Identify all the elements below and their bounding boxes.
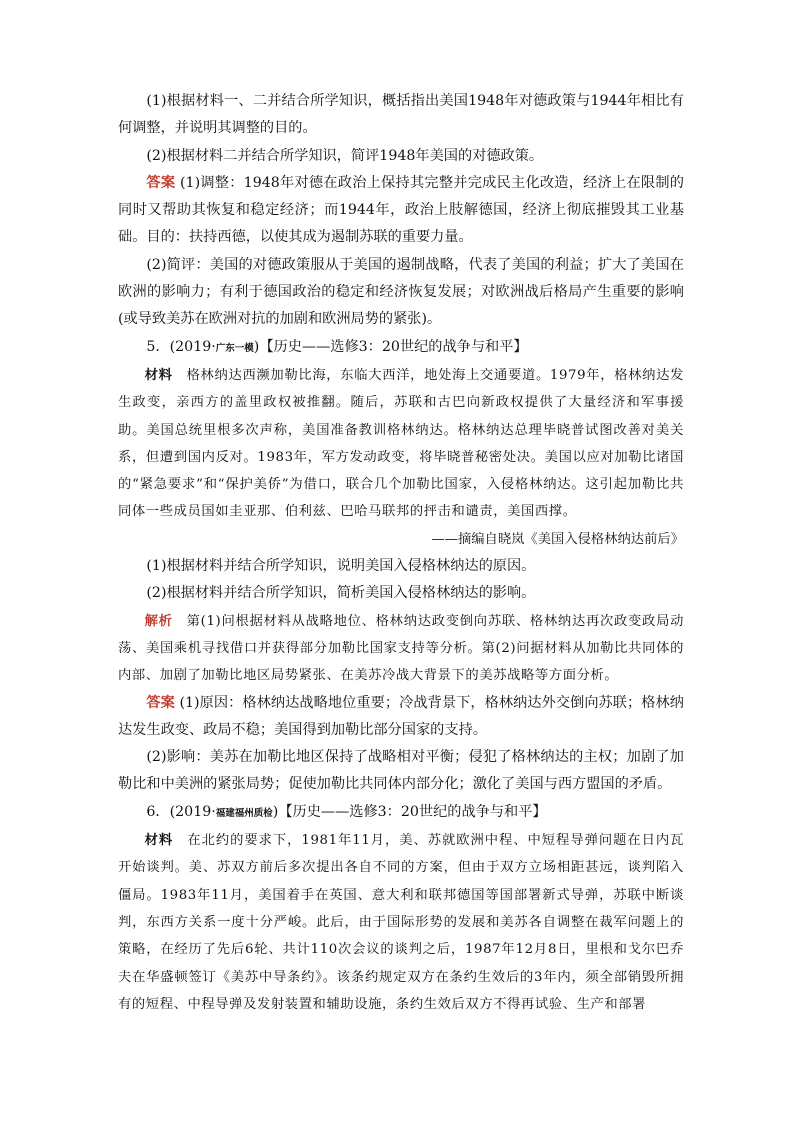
answer-5-part-1 <box>118 690 684 745</box>
material-label: 材料 <box>144 833 174 849</box>
question-5-header <box>118 334 684 362</box>
question-2: (2)根据材料二并结合所学知识，简评1948年美国的对德政策。 <box>146 147 544 164</box>
question-6-number: 6．(2019· <box>146 803 216 820</box>
answer-5-text-1: (1)原因：格林纳达战略地位重要；冷战背景下，格林纳达外交倒向苏联；格林纳达发生政变、政局不稳；美国得到加勒比部分国家的支持。 <box>118 694 684 738</box>
answer-4-text-1: (1)调整：1948年对德在政治上保持其完整并完成民主化改造，经济上在限制的同时又帮助其恢复和稳定经济；而1944年，政治上肢解德国，经济上彻底摧毁其工业基础。目的：扶持西德，以使其成为遏制苏联的重要力量。 <box>118 174 684 246</box>
question-6-material-text: 在北约的要求下，1981年11月，美、苏就欧洲中程、中短程导弹问题在日内瓦开始谈判。美、苏双方前后多次提出各自不同的方案，但由于双方立场相距甚远，谈判陷入僵局。1983年11月，美国着手在英国、意大利和联邦德国等国部署新式导弹，苏联中断谈判，东西方关系一度十分严峻。此后，由于国际形势的发展和美苏各自调整在裁军问题上的策略，在经历了先后6轮、共计110次会议的谈判之后，1987年12月8日，里根和戈尔巴乔夫在华盛顿签订《美苏中导条约》。该条约规定双方在条约生效后的3年内，须全部销毁所拥有的短程、中程导弹及发射装置和辅助设施，条约生效后双方不得再试验、生产和部署 <box>118 833 684 1012</box>
question-6-topic: )【历史——选修3：20世纪的战争与和平】 <box>272 803 547 820</box>
question-1: (1)根据材料一、二并结合所学知识，概括指出美国1948年对德政策与1944年相比有何调整，并说明其调整的目的。 <box>118 93 684 137</box>
question-5-analysis-text: 第(1)问根据材料从战略地位、格林纳达政变倒向苏联、格林纳达再次政变政局动荡、美国乘机寻找借口并获得部分加勒比国家支持等分析。第(2)问据材料从加勒比共同体的内部、加剧了加勒比地区局势紧张、在美苏冷战大背景下的美苏战略等方面分析。 <box>118 613 684 684</box>
question-5-source-tag: 广东一模 <box>215 342 254 354</box>
question-5-sub-2: (2)根据材料并结合所学知识，简析美国入侵格林纳达的影响。 <box>146 585 536 602</box>
analysis-label: 解析 <box>144 613 173 629</box>
question-6-source-tag: 福建福州质检 <box>215 807 273 819</box>
document-page <box>118 88 684 1018</box>
question-5-topic: )【历史——选修3：20世纪的战争与和平】 <box>253 338 528 355</box>
question-6-header <box>118 799 684 827</box>
question-5-number: 5．(2019· <box>146 338 216 355</box>
question-6-material <box>118 827 684 1018</box>
question-5-analysis <box>118 608 684 690</box>
material-label: 材料 <box>144 367 173 383</box>
answer-label: 答案 <box>146 174 176 191</box>
question-5-material <box>118 362 684 526</box>
question-5-sub-1: (1)根据材料并结合所学知识，说明美国入侵格林纳达的原因。 <box>146 558 536 575</box>
answer-5-part-2: (2)影响：美苏在加勒比地区保持了战略相对平衡；侵犯了格林纳达的主权；加剧了加勒比和中美洲的紧张局势；促使加勒比共同体内部分化；激化了美国与西方盟国的矛盾。 <box>118 749 684 793</box>
answer-4-part-1 <box>118 170 684 252</box>
question-5-citation: ——摘编自晓岚《美国入侵格林纳达前后》 <box>431 531 684 547</box>
answer-label: 答案 <box>146 694 175 711</box>
question-5-material-text: 格林纳达西濒加勒比海，东临大西洋，地处海上交通要道。1979年，格林纳达发生政变，亲西方的盖里政权被推翻。随后，苏联和古巴向新政权提供了大量经济和军事援助。美国总统里根多次声称，美国准备教训格林纳达。格林纳达总理毕晓普试图改善对美关系，但遭到国内反对。1983年，军方发动政变，将毕晓普秘密处决。美国以应对加勒比诸国的“紧急要求”和“保护美侨”为借口，联合几个加勒比国家，入侵格林纳达。这引起加勒比共同体一些成员国如圭亚那、伯利兹、巴哈马联邦的抨击和谴责，美国西撑。 <box>118 367 685 520</box>
answer-4-part-2: (2)简评：美国的对德政策服从于美国的遏制战略，代表了美国的利益；扩大了美国在欧洲的影响力；有利于德国政治的稳定和经济恢复发展；对欧洲战后格局产生重要的影响(或导致美苏在欧洲对抗的加剧和欧洲局势的紧张)。 <box>118 256 684 328</box>
